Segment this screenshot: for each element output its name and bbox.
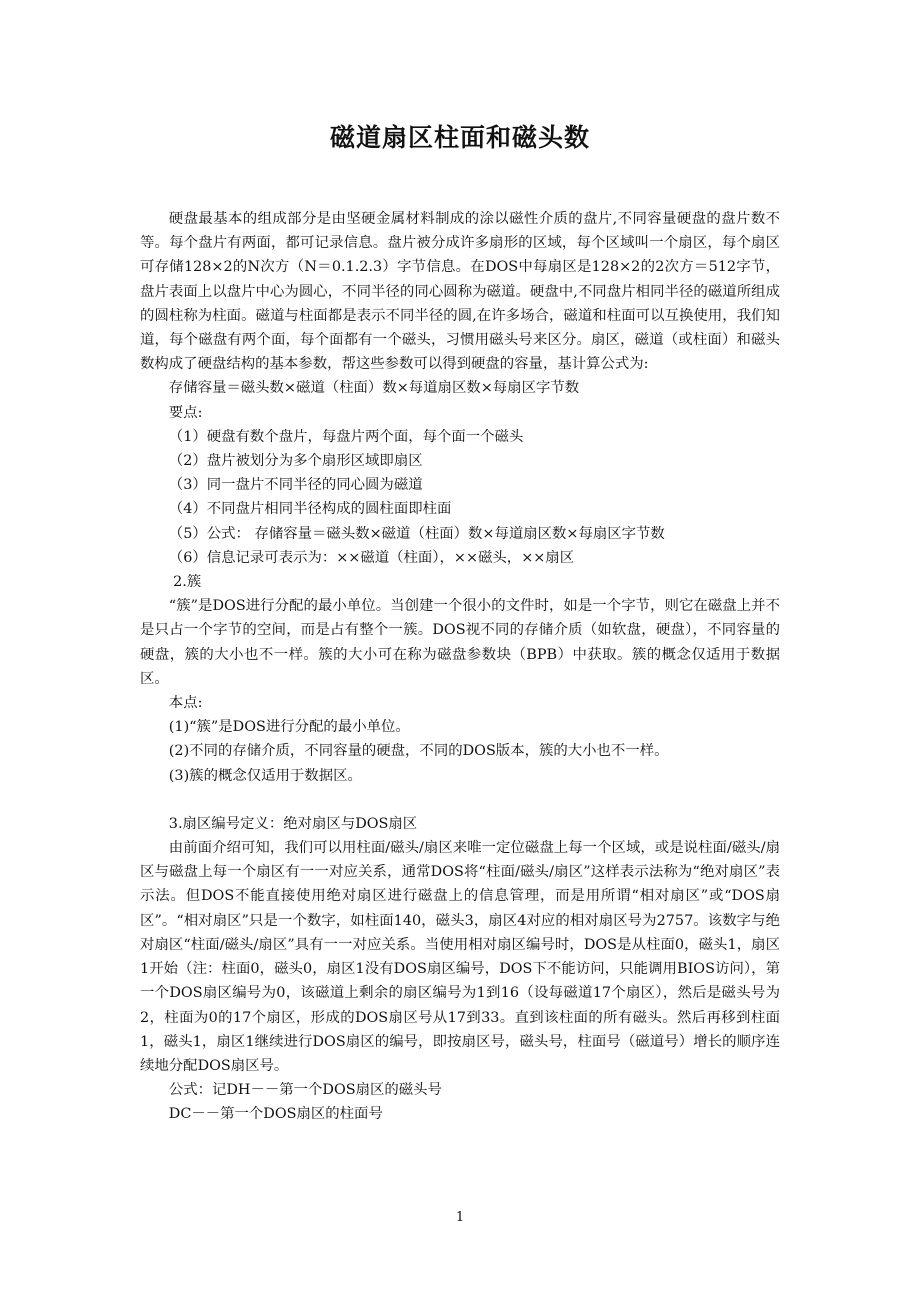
section2-point-item: (2)不同的存储介质，不同容量的硬盘，不同的DOS版本，簇的大小也不一样。 <box>168 743 669 760</box>
section2-heading: 2.簇 <box>173 574 202 591</box>
capacity-formula: 存储容量＝磁头数×磁道（柱面）数×每道扇区数×每扇区字节数 <box>168 380 580 397</box>
section3-paragraph: 由前面介绍可知，我们可以用柱面/磁头/扇区来唯一定位磁盘上每一个区域，或是说柱面/磁头/扇区与磁盘上每一个扇区有一一对应关系，通常DOS将“柱面/磁头/扇区”这样表示法称为“绝对扇区”表示法。但DOS不能直接使用绝对扇区进行磁盘上的信息管理，而是用所谓“相对扇区”或“DOS扇区”。“相对扇区”只是一个数字，如柱面140，磁头3，扇区4对应的相对扇区号为2757。该数字与绝对扇区“柱面/磁头/扇区”具有一一对应关系。当使用相对扇区编号时，DOS是从柱面0，磁头1，扇区1开始（注：柱面0，磁头0，扇区1没有DOS扇区编号，DOS下不能访问，只能调用BIOS访问），第一个DOS扇区编号为0，该磁道上剩余的扇区编号为1到16（设每磁道17个扇区），然后是磁头号为2，柱面为0的17个扇区，形成的DOS扇区号从17到33。直到该柱面的所有磁头。然后再移到柱面1，磁头1，扇区1继续进行DOS扇区的编号，即按扇区号，磁头号，柱面号（磁道号）增长的顺序连续地分配DOS扇区号。 <box>140 840 780 1074</box>
intro-paragraph: 硬盘最基本的组成部分是由坚硬金属材料制成的涂以磁性介质的盘片,不同容量硬盘的盘片数不等。每个盘片有两面，都可记录信息。盘片被分成许多扇形的区域，每个区域叫一个扇区，每个扇区可存储128×2的N次方（N＝0.1.2.3）字节信息。在DOS中每扇区是128×2的2次方＝512字节，盘片表面上以盘片中心为圆心，不同半径的同心圆称为磁道。硬盘中,不同盘片相同半径的磁道所组成的圆柱称为柱面。磁道与柱面都是表示不同半径的圆,在许多场合，磁道和柱面可以互换使用，我们知道，每个磁盘有两个面，每个面都有一个磁头，习惯用磁头号来区分。扇区，磁道（或柱面）和磁头数构成了硬盘结构的基本参数，帮这些参数可以得到硬盘的容量，基计算公式为: <box>140 211 780 373</box>
formula-dh: 公式：记DH－－第一个DOS扇区的磁头号 <box>168 1082 442 1099</box>
key-point-item: （5）公式： 存储容量＝磁头数×磁道（柱面）数×每道扇区数×每扇区字节数 <box>168 525 665 542</box>
key-point-item: （2）盘片被划分为多个扇形区域即扇区 <box>168 453 423 470</box>
section2-paragraph: “簇”是DOS进行分配的最小单位。当创建一个很小的文件时，如是一个字节，则它在磁盘上并不是只占一个字节的空间，而是占有整个一簇。DOS视不同的存储介质（如软盘，硬盘），不同容量的硬盘，簇的大小也不一样。簇的大小可在称为磁盘参数块（BPB）中获取。簇的概念仅适用于数据区。 <box>140 598 780 687</box>
paragraph-gap <box>140 788 780 812</box>
document-title: 磁道扇区柱面和磁头数 <box>329 123 590 152</box>
section2-point-item: (1)“簇”是DOS进行分配的最小单位。 <box>168 719 410 736</box>
page-number: 1 <box>455 1210 465 1225</box>
key-point-item: （1）硬盘有数个盘片，每盘片两个面，每个面一个磁头 <box>168 428 524 445</box>
formula-dc: DC－－第一个DOS扇区的柱面号 <box>168 1106 383 1123</box>
section2-point-item: (3)簇的概念仅适用于数据区。 <box>168 767 362 784</box>
section3-heading: 3.扇区编号定义：绝对扇区与DOS扇区 <box>168 815 418 832</box>
key-point-item: （6）信息记录可表示为：××磁道（柱面），××磁头，××扇区 <box>168 549 575 566</box>
key-points-label: 要点: <box>168 404 203 421</box>
key-point-item: （3）同一盘片不同半径的同心圆为磁道 <box>168 477 423 494</box>
document-body <box>140 207 780 1127</box>
key-point-item: （4）不同盘片相同半径构成的圆柱面即柱面 <box>168 501 452 518</box>
section2-points-label: 本点: <box>168 695 203 712</box>
